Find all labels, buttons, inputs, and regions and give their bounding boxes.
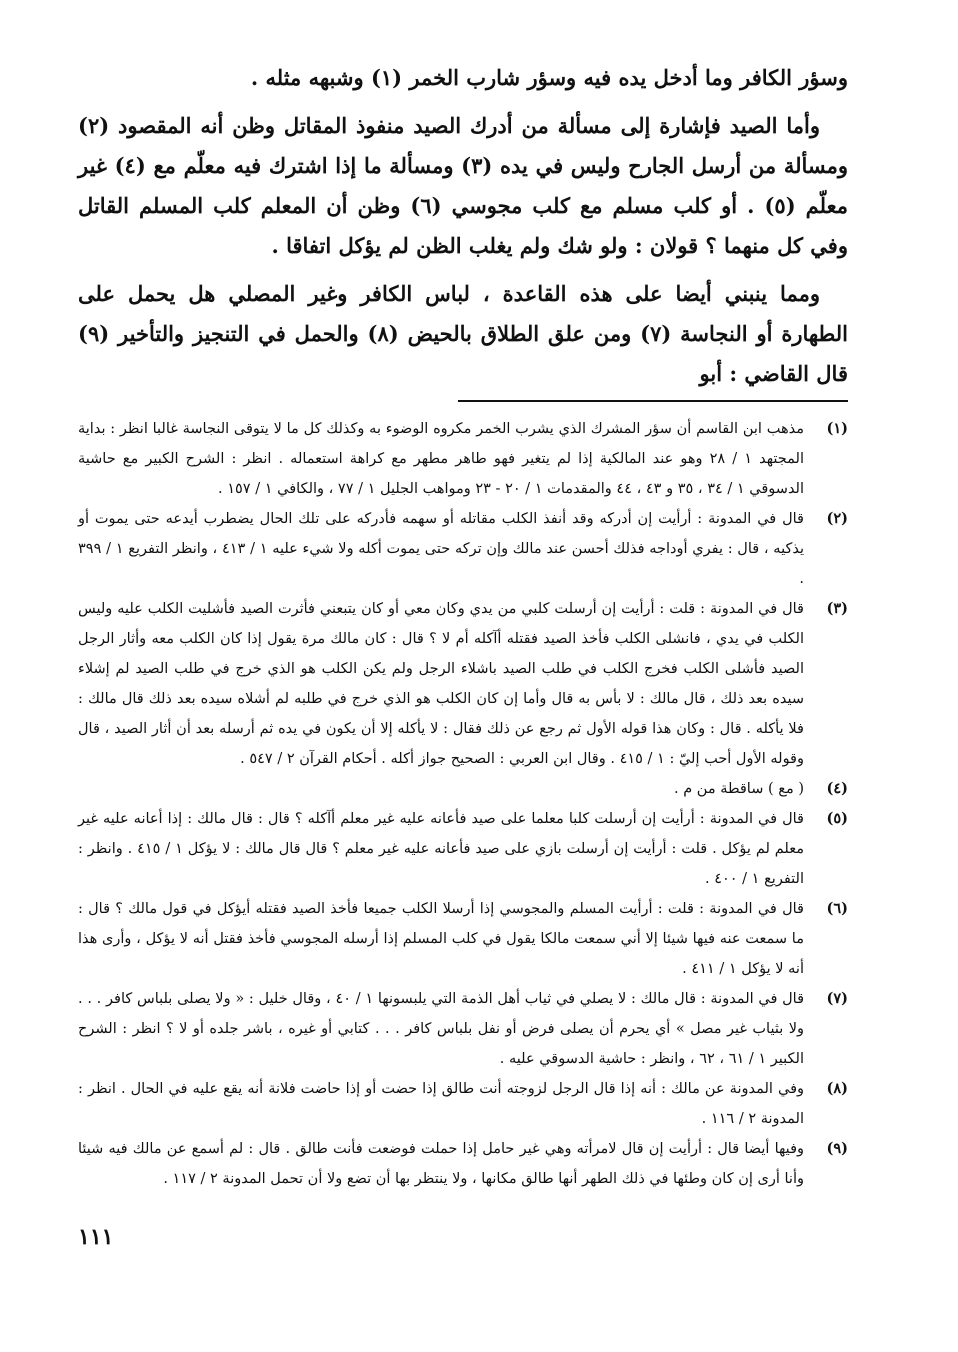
footnote xyxy=(78,894,848,984)
footnote-number: (١) xyxy=(826,420,848,437)
footnote-text: قال في المدونة : قال مالك : لا يصلي في ثياب أهل الذمة التي يلبسونها ١ / ٤٠ ، وقال خليل : « ولا يصلى بلباس كافر . . . ولا بثياب غير مصل » أي يحرم أن يصلى فرض أو نفل بلباس كافر . . . كتابي أو غيره ، باشر جلده أو لا ؟ انظر : الشرح الكبير ١ / ٦١ ، ٦٢ ، وانظر : حاشية الدسوقي عليه . xyxy=(78,991,805,1067)
footnote-text: قال في المدونة : قلت : أرأيت المسلم والمجوسي إذا أرسلا الكلب جميعا فأخذ الصيد فقتله أيؤكل في قول مالك ؟ قال : ما سمعت عنه فيها شيئا إلا أني سمعت مالكا يقول في كلب المسلم إذا أرسله المجوسي فأخذ فقتل أنه لا يؤكل ، وأرى هذا أنه لا يؤكل ١ / ٤١١ . xyxy=(78,901,804,977)
footnote xyxy=(78,1134,848,1194)
footnote-text: ( مع ) ساقطة من م . xyxy=(673,781,804,797)
main-paragraph: ومما ينبني أيضا على هذه القاعدة ، لباس الكافر وغير المصلي هل يحمل على الطهارة أو النجاسة (٧) ومن علق الطلاق بالحيض (٨) والحمل في التنجيز والتأخير (٩) قال القاضي : أبو xyxy=(78,281,849,386)
footnote-number: (٤) xyxy=(826,780,848,797)
main-paragraph: وسؤر الكافر وما أدخل يده فيه وسؤر شارب الخمر (١) وشبهه مثله . xyxy=(250,65,848,90)
footnote xyxy=(78,414,848,504)
footnote-text: وفيها أيضا قال : أرأيت إن قال لامرأته وهي غير حامل إذا حملت فوضعت فأنت طالق . قال : لم أسمع عن مالك فيه شيئا وأنا أرى إن كان وطئها في ذلك الطهر أنها طالق مكانها ، ولا ينتظر بها أن تضع ولا أن تحمل المدونة ٢ / ١١٧ . xyxy=(78,1141,804,1187)
footnote-number: (٥) xyxy=(826,810,848,827)
footnote xyxy=(78,804,848,894)
footnote-text: قال في المدونة : قلت : أرأيت إن أرسلت كلبي من يدي وكان معي أو كان يتبعني فأثرت الصيد فأشليت الكلب عليه وليس الكلب في يدي ، فانشلى الكلب فأخذ الصيد فقتله أآكله أم لا ؟ قال : كان مالك مرة يقول إذا كان الكلب معه وأثار الرجل الصيد فأشلى الكلب فخرج الكلب في طلب الصيد باشلاء الرجل ولم يكن الكلب هو الذي خرج في طلب الصيد لم إشلاء سيده بعد ذلك ، قال مالك : لا بأس به قال وأما إن كان الكلب هو الذي خرج في طلبه لم أشلاه سيده بعد ذلك قال مالك : فلا يأكله . قال : وكان هذا قوله الأول ثم رجع عن ذلك فقال : لا يأكله إلا أن يكون في يده ثم أرسله بعد أن أثار الصيد ، قال وقوله الأول أحب إليّ : ١ / ٤١٥ . وقال ابن العربي : الصحيح جواز أكله . أحكام القرآن ٢ / ٥٤٧ . xyxy=(78,601,804,767)
footnote-text: مذهب ابن القاسم أن سؤر المشرك الذي يشرب الخمر مكروه الوضوء به وكذلك كل ما لا يتوقى النجاسة غالبا انظر : بداية المجتهد ١ / ٢٨ وهو عند المالكية إذا لم يتغير فهو طاهر مطهر مع كراهة استعماله . انظر : الشرح الكبير مع حاشية الدسوقي ١ / ٣٤ ، ٣٥ و ٤٣ ، ٤٤ والمقدمات ١ / ٢٠ - ٢٣ ومواهب الجليل ١ / ٧٧ ، والكافي ١ / ١٥٧ . xyxy=(78,421,804,497)
footnote xyxy=(78,594,848,774)
footnote-number: (٩) xyxy=(826,1140,848,1157)
footnote-number: (٢) xyxy=(826,510,848,527)
footnote-number: (٣) xyxy=(826,600,848,617)
footnote xyxy=(78,1074,848,1134)
page-number: ١١١ xyxy=(78,1224,114,1250)
footnote-number: (٧) xyxy=(826,990,848,1007)
footnote-separator xyxy=(458,400,848,402)
footnote-text: قال في المدونة : أرأيت إن أدركه وقد أنفذ الكلب مقاتله أو سهمه فأدركه على تلك الحال يضطرب أيدعه حتى يموت أو يذكيه ، قال : يفري أوداجه فذلك أحسن عند مالك وإن تركه حتى يموت أكله ولا شيء عليه ١ / ٤١٣ ، وانظر التفريع ١ / ٣٩٩ . xyxy=(78,511,805,587)
footnote-number: (٨) xyxy=(826,1080,848,1097)
main-text xyxy=(78,58,848,394)
footnotes xyxy=(78,414,848,1194)
footnote xyxy=(78,504,848,594)
footnote xyxy=(78,774,848,804)
footnote xyxy=(78,984,848,1074)
main-paragraph: وأما الصيد فإشارة إلى مسألة من أدرك الصيد منفوذ المقاتل وظن أنه المقصود (٢) ومسألة من أرسل الجارح وليس في يده (٣) ومسألة ما إذا اشترك فيه معلّم مع (٤) غير معلّم (٥) . أو كلب مسلم مع كلب مجوسي (٦) وظن أن المعلم كلب المسلم القاتل وفي كل منهما ؟ قولان : ولو شك ولم يغلب الظن لم يؤكل اتفاقا . xyxy=(78,113,848,258)
footnote-text: وفي المدونة عن مالك : أنه إذا قال الرجل لزوجته أنت طالق إذا حضت أو إذا حاضت فلانة أنه يقع عليه في الحال . انظر : المدونة ٢ / ١١٦ . xyxy=(78,1081,804,1127)
footnote-text: قال في المدونة : أرأيت إن أرسلت كلبا معلما على صيد فأعانه عليه غير معلم أآكله ؟ قال : قال مالك : إذا أعانه عليه غير معلم لم يؤكل . قلت : أرأيت إن أرسلت بازي على صيد فأعانه عليه غير معلم ؟ قال قال مالك : لا يؤكل ١ / ٤١٥ . وانظر : التفريع ١ / ٤٠٠ . xyxy=(78,811,804,887)
footnote-number: (٦) xyxy=(826,900,848,917)
